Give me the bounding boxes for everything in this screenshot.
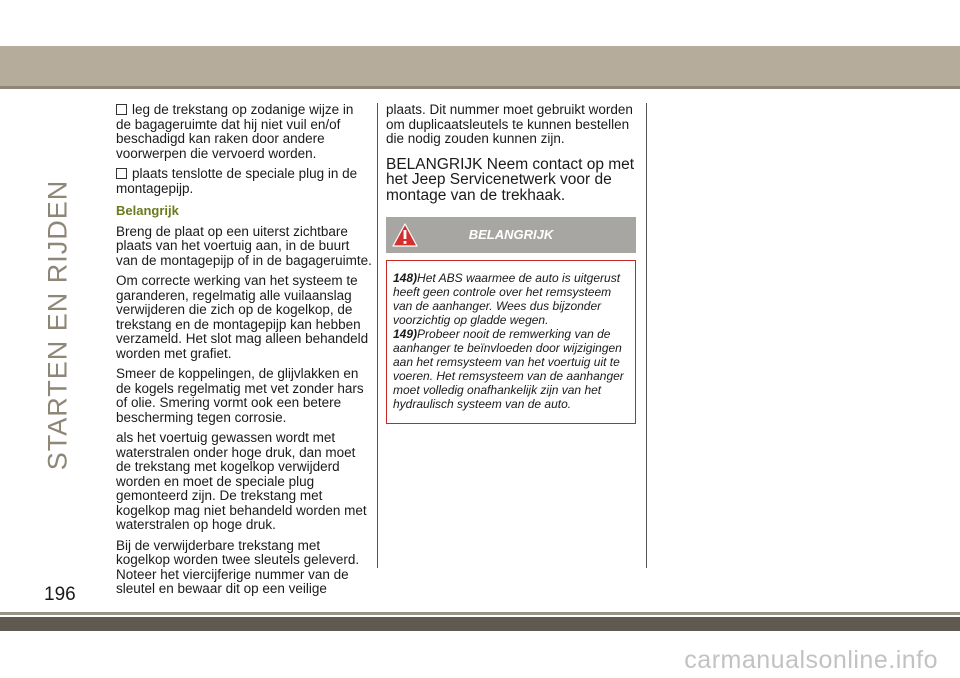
- warning-number: 148): [393, 271, 418, 285]
- footer-band: [0, 617, 960, 631]
- paragraph: Smeer de koppelingen, de glijvlakken en de kogels regelmatig met vet zonder hars of olie. Smering vormt ook een betere bescherming tegen corrosie.: [116, 366, 364, 425]
- warning-number: 149): [393, 327, 418, 341]
- footer-rule: [0, 612, 960, 615]
- warning-box: [386, 260, 636, 424]
- checkbox-bullet-icon: [116, 168, 127, 179]
- paragraph: plaats. Dit nummer moet gebruikt worden om duplicaatsleutels te kunnen bestellen die nodig zouden kunnen zijn.: [386, 102, 633, 146]
- important-note: BELANGRIJK Neem contact op met het Jeep Servicenetwerk voor de montage van de trekhaak.: [386, 155, 635, 204]
- paragraph: als het voertuig gewassen wordt met waterstralen onder hoge druk, dan moet de trekstang met kogelkop verwijderd worden en moet de speciale plug gemonteerd zijn. De trekstang met kogelkop mag niet behandeld worden met waterstralen op hoge druk.: [116, 430, 367, 532]
- subheading: Belangrijk: [116, 203, 179, 218]
- paragraph: Bij de verwijderbare trekstang met kogelkop worden twee sleutels geleverd. Noteer het viercijferige nummer van de sleutel en bewaar dit op een veilige: [116, 537, 360, 596]
- warning-header: [386, 217, 636, 253]
- column-divider: [646, 103, 647, 568]
- bullet-item: plaats tenslotte de speciale plug in de montagepijp.: [116, 166, 358, 196]
- page-number: 196: [44, 584, 76, 605]
- warning-item: 149)Probeer nooit de remwerking van de aanhanger te beïnvloeden door wijzigingen aan het remsysteem van het voertuig uit te voeren. Het remsysteem van de aanhanger moet volledig onafhankelijk zijn van het hydraulisch systeem van de auto.: [393, 327, 624, 411]
- header-band: [0, 46, 960, 86]
- right-column: [386, 103, 636, 424]
- checkbox-bullet-icon: [116, 104, 127, 115]
- warning-title: BELANGRIJK: [468, 227, 554, 242]
- bullet-item: leg de trekstang op zodanige wijze in de bagageruimte dat hij niet vuil en/of beschadigd kan raken door andere voorwerpen die vervoerd worden.: [116, 102, 354, 161]
- left-column: [116, 103, 372, 603]
- section-title: STARTEN EN RIJDEN: [42, 179, 73, 471]
- warning-item: 148)Het ABS waarmee de auto is uitgerust heeft geen controle over het remsysteem van de aanhanger. Wees dus bijzonder voorzichtig op gladde wegen.: [393, 271, 621, 327]
- paragraph: Breng de plaat op een uiterst zichtbare plaats van het voertuig aan, in de buurt van de montagepijp of in de bagageruimte.: [116, 223, 372, 268]
- watermark: carmanualsonline.info: [684, 646, 938, 674]
- paragraph: Om correcte werking van het systeem te garanderen, regelmatig alle vuilaanslag verwijderen die zich op de kogelkop, de trekstang en de montagepijp kan hebben verzameld. Het slot mag alleen behandeld worden met grafiet.: [116, 273, 369, 361]
- column-divider: [377, 103, 378, 568]
- header-rule: [0, 86, 960, 89]
